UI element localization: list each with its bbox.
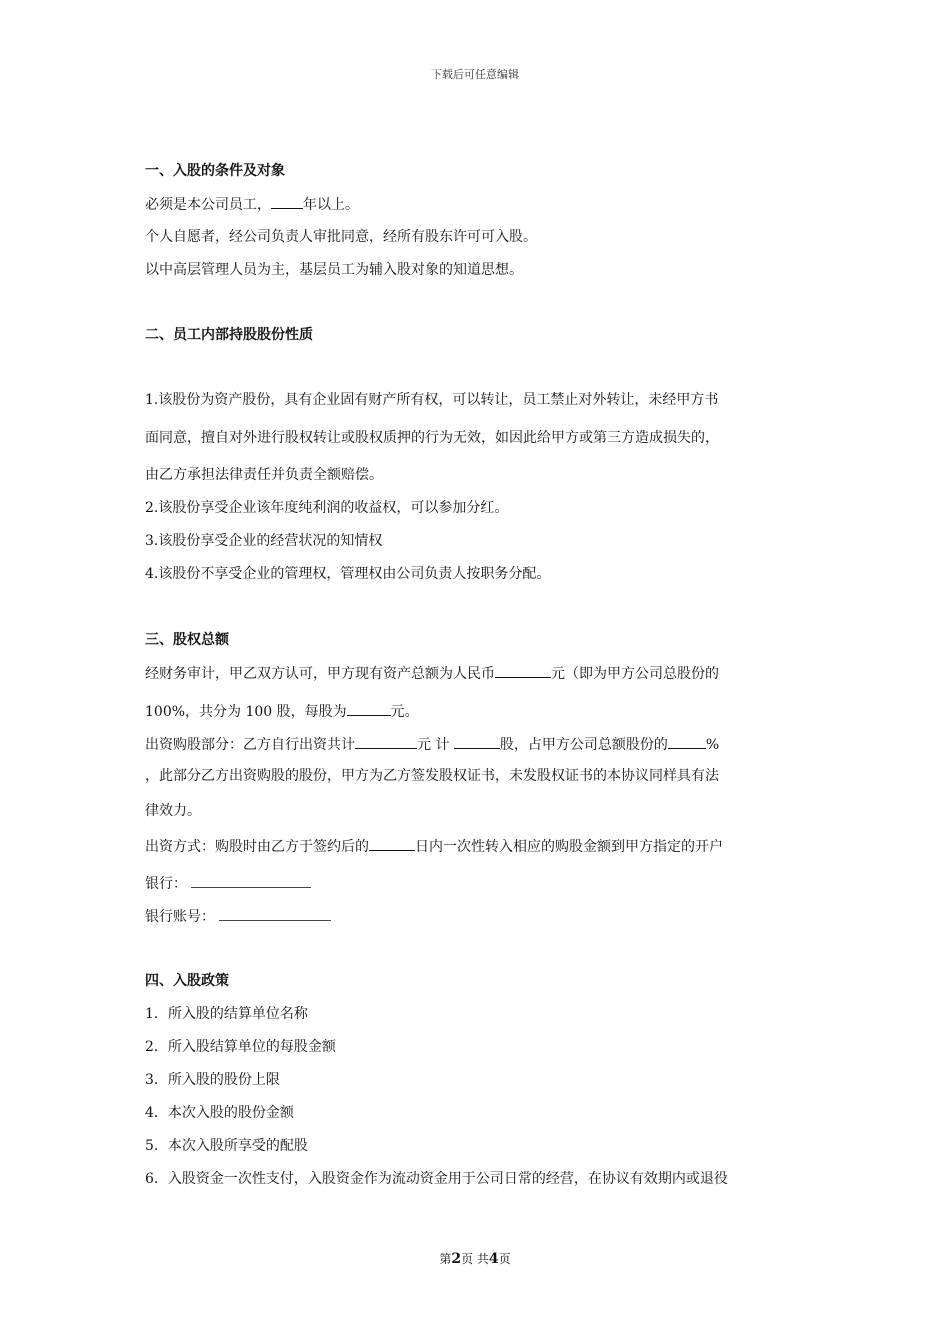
text: 出资方式：购股时由乙方于签约后的 <box>145 839 369 855</box>
section-1-line-2: 个人自愿者，经公司负责人审批同意，经所有股东许可可入股。 <box>145 229 537 245</box>
text: 经财务审计，甲乙双方认可，甲方现有资产总额为人民币 <box>145 666 495 682</box>
blank-per-share <box>347 702 391 716</box>
page-footer <box>0 1250 950 1267</box>
account-line <box>145 907 331 926</box>
section-1-title: 一、入股的条件及对象 <box>145 163 285 179</box>
page-header-note: 下载后可任意编辑 <box>431 68 519 81</box>
section-2-item-3: 3.该股份享受企业的经营状况的知情权 <box>145 533 383 549</box>
section-3-line-b3: 律效力。 <box>145 803 201 819</box>
blank-investment <box>355 735 417 749</box>
list-item: 1．所入股的结算单位名称 <box>145 1006 308 1022</box>
list-item: 3．所入股的股份上限 <box>145 1072 280 1088</box>
text: % <box>705 737 720 753</box>
footer-suffix: 页 <box>498 1252 511 1266</box>
blank-bank <box>191 874 311 888</box>
blank-percent <box>668 735 706 749</box>
list-item: 6．入股资金一次性支付，入股资金作为流动资金用于公司日常的经营，在协议有效期内或退役 <box>145 1171 728 1187</box>
text: 元（即为甲方公司总股份的 <box>551 666 719 682</box>
blank-days <box>369 837 415 851</box>
footer-mid: 页 共 <box>461 1252 489 1266</box>
footer-prefix: 第 <box>439 1252 452 1266</box>
section-2-item-2: 2.该股份享受企业该年度纯利润的收益权，可以参加分红。 <box>145 500 509 516</box>
account-label: 银行账号： <box>145 909 215 925</box>
section-2-item-1a: 1.该股份为资产股份，具有企业固有财产所有权，可以转让，员工禁止对外转让，未经甲方书 <box>145 392 719 408</box>
list-item: 4．本次入股的股份金额 <box>145 1105 294 1121</box>
text: 年以上。 <box>303 197 359 213</box>
section-2-item-1c: 由乙方承担法律责任并负责全额赔偿。 <box>145 467 383 483</box>
section-2-title: 二、员工内部持股股份性质 <box>145 327 313 343</box>
blank-account <box>219 907 331 921</box>
section-1-line-3: 以中高层管理人员为主，基层员工为辅入股对象的知道思想。 <box>145 262 523 278</box>
section-2-item-1b: 面同意，擅自对外进行股权转让或股权质押的行为无效，如因此给甲方或第三方造成损失的， <box>145 430 719 446</box>
list-item: 2．所入股结算单位的每股金额 <box>145 1039 336 1055</box>
section-3-line-b2: ，此部分乙方出资购股的股份，甲方为乙方签发股权证书，未发股权证书的本协议同样具有法 <box>145 768 719 784</box>
text: 元 计 <box>417 737 450 753</box>
blank-years <box>271 195 303 209</box>
text: 日内一次性转入相应的购股金额到甲方指定的开户 <box>415 839 723 855</box>
bank-line <box>145 874 311 893</box>
section-3-line-a2 <box>145 702 419 721</box>
section-4-title: 四、入股政策 <box>145 973 229 989</box>
footer-page-number: 2 <box>451 1251 462 1267</box>
section-3-line-c1 <box>145 837 723 856</box>
section-2-item-4: 4.该股份不享受企业的管理权，管理权由公司负责人按职务分配。 <box>145 566 551 582</box>
text: 出资购股部分：乙方自行出资共计 <box>145 737 355 753</box>
footer-total-pages: 4 <box>488 1251 499 1267</box>
section-3-line-a1 <box>145 664 719 683</box>
text: 元。 <box>390 704 419 720</box>
list-item: 5．本次入股所享受的配股 <box>145 1138 308 1154</box>
text: 100%，共分为 100 股，每股为 <box>145 704 347 720</box>
section-3-line-b1 <box>145 735 719 754</box>
text: 股，占甲方公司总额股份的 <box>499 737 668 753</box>
blank-shares <box>454 735 500 749</box>
blank-total-assets <box>495 664 551 678</box>
text: 必须是本公司员工， <box>145 197 271 213</box>
bank-label: 银行： <box>145 876 187 892</box>
section-3-title: 三、股权总额 <box>145 632 229 648</box>
section-1-line-1 <box>145 195 359 214</box>
